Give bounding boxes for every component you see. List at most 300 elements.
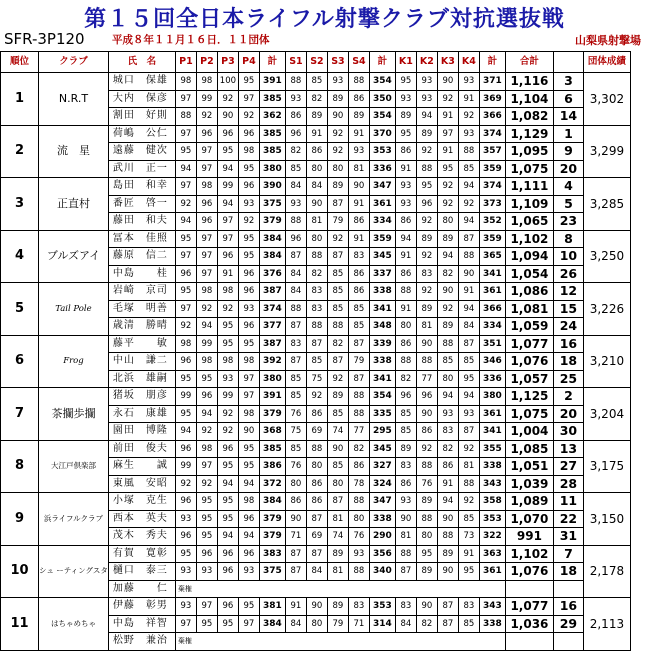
series-score: 89 bbox=[395, 108, 416, 126]
club-name: 正直村 bbox=[39, 178, 109, 231]
position-subtotal: 351 bbox=[479, 335, 505, 353]
series-score: 97 bbox=[238, 388, 259, 406]
series-score: 95 bbox=[395, 125, 416, 143]
series-score: 88 bbox=[348, 73, 369, 91]
series-score: 92 bbox=[327, 143, 348, 161]
series-score: 93 bbox=[175, 510, 196, 528]
series-score: 87 bbox=[327, 353, 348, 371]
shooter-name: 武川 正一 bbox=[108, 160, 175, 178]
series-score: 78 bbox=[348, 475, 369, 493]
position-subtotal: 370 bbox=[369, 125, 395, 143]
shooter-name: 前田 俊夫 bbox=[108, 440, 175, 458]
position-subtotal: 359 bbox=[369, 230, 395, 248]
series-score: 81 bbox=[348, 160, 369, 178]
position-subtotal: 369 bbox=[479, 90, 505, 108]
series-score: 86 bbox=[437, 458, 458, 476]
position-subtotal: 338 bbox=[369, 510, 395, 528]
shooter-place: 25 bbox=[553, 370, 583, 388]
shooter-name: 藤田 和夫 bbox=[108, 213, 175, 231]
series-score: 99 bbox=[196, 90, 217, 108]
series-score: 88 bbox=[437, 335, 458, 353]
series-score: 83 bbox=[437, 423, 458, 441]
shooter-place: 20 bbox=[553, 160, 583, 178]
series-score: 94 bbox=[437, 388, 458, 406]
shooter-total: 1,116 bbox=[505, 73, 553, 91]
series-score: 94 bbox=[175, 160, 196, 178]
team-rank: 11 bbox=[1, 598, 39, 651]
series-score: 91 bbox=[217, 265, 238, 283]
series-score: 91 bbox=[306, 125, 327, 143]
series-score: 95 bbox=[238, 73, 259, 91]
series-score: 89 bbox=[327, 388, 348, 406]
position-subtotal: 361 bbox=[479, 405, 505, 423]
series-score: 89 bbox=[327, 545, 348, 563]
series-score: 91 bbox=[348, 195, 369, 213]
series-score: 87 bbox=[327, 195, 348, 213]
series-score: 96 bbox=[217, 545, 238, 563]
series-score: 94 bbox=[217, 475, 238, 493]
shooter-total: 1,095 bbox=[505, 143, 553, 161]
series-score: 82 bbox=[306, 90, 327, 108]
table-row bbox=[1, 230, 631, 248]
series-score: 87 bbox=[395, 563, 416, 581]
position-subtotal: 383 bbox=[259, 545, 285, 563]
series-score: 92 bbox=[217, 423, 238, 441]
series-score: 87 bbox=[285, 545, 306, 563]
series-score: 95 bbox=[238, 160, 259, 178]
shooter-name: 麻生 誠 bbox=[108, 458, 175, 476]
series-score: 84 bbox=[458, 318, 479, 336]
position-subtotal: 359 bbox=[479, 160, 505, 178]
series-score: 85 bbox=[458, 160, 479, 178]
series-score: 95 bbox=[217, 615, 238, 633]
shooter-name: 毛塚 明善 bbox=[108, 300, 175, 318]
position-subtotal: 340 bbox=[369, 563, 395, 581]
position-subtotal: 348 bbox=[369, 318, 395, 336]
column-header: K4 bbox=[458, 52, 479, 73]
series-score: 94 bbox=[175, 423, 196, 441]
series-score: 86 bbox=[348, 90, 369, 108]
shooter-place: 22 bbox=[553, 510, 583, 528]
series-score: 87 bbox=[285, 353, 306, 371]
position-subtotal: 374 bbox=[479, 178, 505, 196]
series-score: 95 bbox=[238, 458, 259, 476]
shooter-name: 松野 兼治 bbox=[108, 633, 175, 651]
series-score: 77 bbox=[416, 370, 437, 388]
series-score: 90 bbox=[437, 73, 458, 91]
series-score: 83 bbox=[306, 300, 327, 318]
team-rank: 1 bbox=[1, 73, 39, 126]
series-score: 97 bbox=[196, 248, 217, 266]
team-rank: 2 bbox=[1, 125, 39, 178]
shooter-name: 猪坂 朋彦 bbox=[108, 388, 175, 406]
position-subtotal: 392 bbox=[259, 353, 285, 371]
series-score: 76 bbox=[285, 405, 306, 423]
series-score: 90 bbox=[306, 598, 327, 616]
series-score: 95 bbox=[175, 283, 196, 301]
shooter-name: 東風 安昭 bbox=[108, 475, 175, 493]
series-score: 74 bbox=[327, 528, 348, 546]
series-score: 84 bbox=[306, 563, 327, 581]
series-score: 81 bbox=[327, 563, 348, 581]
series-score: 93 bbox=[327, 73, 348, 91]
club-name: はちゃめちゃ bbox=[39, 598, 109, 651]
position-subtotal: 385 bbox=[259, 90, 285, 108]
series-score: 83 bbox=[348, 598, 369, 616]
table-row bbox=[1, 493, 631, 511]
series-score: 97 bbox=[238, 370, 259, 388]
column-header: S1 bbox=[285, 52, 306, 73]
series-score: 85 bbox=[348, 318, 369, 336]
shooter-name: 茂木 秀夫 bbox=[108, 528, 175, 546]
series-score: 87 bbox=[437, 598, 458, 616]
position-subtotal: 375 bbox=[259, 195, 285, 213]
series-score: 88 bbox=[416, 353, 437, 371]
series-score: 94 bbox=[395, 230, 416, 248]
column-header: 計 bbox=[479, 52, 505, 73]
position-subtotal: 361 bbox=[479, 283, 505, 301]
series-score: 93 bbox=[395, 90, 416, 108]
series-score: 98 bbox=[217, 283, 238, 301]
series-score: 86 bbox=[306, 493, 327, 511]
position-subtotal: 374 bbox=[259, 300, 285, 318]
series-score: 93 bbox=[238, 300, 259, 318]
team-total: 2,178 bbox=[583, 545, 630, 598]
series-score: 80 bbox=[395, 318, 416, 336]
series-score: 93 bbox=[348, 545, 369, 563]
series-score: 86 bbox=[416, 423, 437, 441]
club-name: ブルズアイ bbox=[39, 230, 109, 283]
series-score: 83 bbox=[395, 458, 416, 476]
series-score: 88 bbox=[458, 475, 479, 493]
status-note: 棄権 bbox=[175, 580, 505, 598]
position-subtotal: 361 bbox=[369, 195, 395, 213]
team-rank: 4 bbox=[1, 230, 39, 283]
position-subtotal: 366 bbox=[479, 108, 505, 126]
position-subtotal: 358 bbox=[479, 493, 505, 511]
shooter-place: 16 bbox=[553, 598, 583, 616]
position-subtotal: 338 bbox=[479, 615, 505, 633]
series-score: 95 bbox=[175, 370, 196, 388]
series-score: 86 bbox=[348, 458, 369, 476]
shooter-total: 1,057 bbox=[505, 370, 553, 388]
series-score: 96 bbox=[175, 265, 196, 283]
position-subtotal: 390 bbox=[259, 178, 285, 196]
series-score: 93 bbox=[285, 195, 306, 213]
series-score: 80 bbox=[327, 475, 348, 493]
series-score: 80 bbox=[437, 213, 458, 231]
series-score: 88 bbox=[175, 108, 196, 126]
shooter-name: 中島 桂 bbox=[108, 265, 175, 283]
position-subtotal: 376 bbox=[259, 265, 285, 283]
shooter-place: 18 bbox=[553, 563, 583, 581]
series-score: 89 bbox=[306, 108, 327, 126]
series-score: 88 bbox=[327, 318, 348, 336]
shooter-total: 1,125 bbox=[505, 388, 553, 406]
shooter-place: 12 bbox=[553, 283, 583, 301]
shooter-place: 11 bbox=[553, 493, 583, 511]
shooter-place: 20 bbox=[553, 405, 583, 423]
series-score: 92 bbox=[217, 90, 238, 108]
position-subtotal: 372 bbox=[259, 475, 285, 493]
series-score: 96 bbox=[395, 388, 416, 406]
series-score: 97 bbox=[238, 615, 259, 633]
series-score: 85 bbox=[437, 353, 458, 371]
series-score: 92 bbox=[437, 300, 458, 318]
series-score: 94 bbox=[437, 493, 458, 511]
series-score: 88 bbox=[285, 73, 306, 91]
shooter-name: 歳清 勝晴 bbox=[108, 318, 175, 336]
series-score: 90 bbox=[285, 510, 306, 528]
date-info: 平成８年１１月１６日．１１団体 bbox=[112, 34, 270, 46]
series-score: 98 bbox=[238, 353, 259, 371]
team-total: 2,113 bbox=[583, 598, 630, 651]
series-score: 92 bbox=[217, 300, 238, 318]
series-score: 94 bbox=[217, 195, 238, 213]
series-score: 99 bbox=[175, 388, 196, 406]
series-score: 79 bbox=[327, 213, 348, 231]
series-score: 96 bbox=[175, 528, 196, 546]
series-score: 84 bbox=[285, 178, 306, 196]
position-subtotal: 359 bbox=[479, 230, 505, 248]
shooter-total: 1,109 bbox=[505, 195, 553, 213]
series-score: 90 bbox=[416, 335, 437, 353]
series-score: 83 bbox=[306, 283, 327, 301]
series-score: 88 bbox=[348, 388, 369, 406]
shooter-place: 1 bbox=[553, 125, 583, 143]
column-header: P3 bbox=[217, 52, 238, 73]
series-score: 92 bbox=[327, 125, 348, 143]
shooter-place: 2 bbox=[553, 388, 583, 406]
shooter-total: 1,036 bbox=[505, 615, 553, 633]
series-score: 92 bbox=[458, 440, 479, 458]
series-score: 93 bbox=[416, 90, 437, 108]
series-score: 95 bbox=[217, 143, 238, 161]
series-score: 76 bbox=[416, 475, 437, 493]
shooter-name: 中山 謙二 bbox=[108, 353, 175, 371]
position-subtotal: 343 bbox=[479, 475, 505, 493]
shooter-name: 遠藤 健次 bbox=[108, 143, 175, 161]
shooter-total: 1,129 bbox=[505, 125, 553, 143]
series-score: 98 bbox=[238, 143, 259, 161]
position-subtotal: 347 bbox=[369, 493, 395, 511]
position-subtotal: 334 bbox=[479, 318, 505, 336]
series-score: 92 bbox=[327, 370, 348, 388]
series-score: 96 bbox=[238, 510, 259, 528]
series-score: 76 bbox=[348, 528, 369, 546]
series-score: 90 bbox=[416, 405, 437, 423]
column-header: S4 bbox=[348, 52, 369, 73]
series-score: 93 bbox=[175, 563, 196, 581]
series-score: 86 bbox=[306, 405, 327, 423]
shooter-place: 7 bbox=[553, 545, 583, 563]
series-score: 95 bbox=[458, 563, 479, 581]
series-score: 85 bbox=[395, 405, 416, 423]
shooter-name: 北浜 雄嗣 bbox=[108, 370, 175, 388]
team-total: 3,226 bbox=[583, 283, 630, 336]
shooter-place: 24 bbox=[553, 318, 583, 336]
series-score: 85 bbox=[327, 265, 348, 283]
shooter-place: 6 bbox=[553, 90, 583, 108]
series-score: 82 bbox=[437, 440, 458, 458]
position-subtotal: 353 bbox=[479, 510, 505, 528]
series-score: 87 bbox=[306, 545, 327, 563]
series-score: 87 bbox=[285, 563, 306, 581]
position-subtotal: 322 bbox=[479, 528, 505, 546]
position-subtotal: 352 bbox=[479, 213, 505, 231]
results-body bbox=[1, 73, 631, 651]
series-score: 89 bbox=[348, 108, 369, 126]
series-score: 96 bbox=[196, 195, 217, 213]
series-score: 79 bbox=[348, 353, 369, 371]
series-score: 94 bbox=[416, 108, 437, 126]
series-score: 95 bbox=[217, 493, 238, 511]
series-score: 96 bbox=[175, 493, 196, 511]
series-score: 97 bbox=[437, 125, 458, 143]
series-score: 86 bbox=[395, 143, 416, 161]
shooter-name: 加藤 仁 bbox=[108, 580, 175, 598]
series-score: 87 bbox=[348, 370, 369, 388]
shooter-name: 小塚 克生 bbox=[108, 493, 175, 511]
series-score: 86 bbox=[348, 213, 369, 231]
position-subtotal: 368 bbox=[259, 423, 285, 441]
series-score: 85 bbox=[285, 160, 306, 178]
series-score: 83 bbox=[285, 335, 306, 353]
series-score: 96 bbox=[217, 125, 238, 143]
series-score: 82 bbox=[285, 143, 306, 161]
team-total: 3,210 bbox=[583, 335, 630, 388]
series-score: 88 bbox=[306, 440, 327, 458]
series-score: 91 bbox=[285, 598, 306, 616]
series-score: 90 bbox=[348, 178, 369, 196]
series-score: 95 bbox=[196, 615, 217, 633]
shooter-name: 城口 保雄 bbox=[108, 73, 175, 91]
shooter-place: 3 bbox=[553, 73, 583, 91]
series-score: 93 bbox=[196, 563, 217, 581]
column-header: 順位 bbox=[1, 52, 39, 73]
series-score: 93 bbox=[395, 178, 416, 196]
team-rank: 10 bbox=[1, 545, 39, 598]
column-header: 合計 bbox=[505, 52, 553, 73]
team-rank: 6 bbox=[1, 335, 39, 388]
series-score: 93 bbox=[285, 90, 306, 108]
series-score: 97 bbox=[217, 230, 238, 248]
series-score: 88 bbox=[395, 545, 416, 563]
table-row bbox=[1, 73, 631, 91]
team-rank: 5 bbox=[1, 283, 39, 336]
shooter-total: 1,076 bbox=[505, 353, 553, 371]
series-score: 89 bbox=[416, 563, 437, 581]
series-score: 95 bbox=[416, 545, 437, 563]
series-score: 95 bbox=[217, 510, 238, 528]
series-score: 97 bbox=[217, 213, 238, 231]
shooter-place: 10 bbox=[553, 248, 583, 266]
series-score: 95 bbox=[238, 335, 259, 353]
position-subtotal: 385 bbox=[259, 440, 285, 458]
shooter-place: 18 bbox=[553, 353, 583, 371]
series-score: 88 bbox=[348, 405, 369, 423]
shooter-place: 14 bbox=[553, 108, 583, 126]
series-score: 77 bbox=[348, 423, 369, 441]
series-score: 88 bbox=[348, 493, 369, 511]
column-header: P1 bbox=[175, 52, 196, 73]
position-subtotal: 373 bbox=[479, 195, 505, 213]
header-row bbox=[1, 52, 631, 73]
series-score: 92 bbox=[437, 90, 458, 108]
shooter-place: 8 bbox=[553, 230, 583, 248]
shooter-name: 伊藤 彰男 bbox=[108, 598, 175, 616]
series-score: 92 bbox=[196, 300, 217, 318]
series-score: 96 bbox=[196, 213, 217, 231]
series-score: 98 bbox=[175, 335, 196, 353]
series-score: 90 bbox=[306, 195, 327, 213]
shooter-total: 1,085 bbox=[505, 440, 553, 458]
position-subtotal: 346 bbox=[479, 353, 505, 371]
series-score: 90 bbox=[217, 108, 238, 126]
series-score: 91 bbox=[395, 300, 416, 318]
shooter-name: 荷嶋 公仁 bbox=[108, 125, 175, 143]
series-score: 90 bbox=[437, 510, 458, 528]
series-score: 96 bbox=[238, 265, 259, 283]
series-score: 92 bbox=[416, 213, 437, 231]
shooter-place bbox=[553, 633, 583, 651]
shooter-total: 1,004 bbox=[505, 423, 553, 441]
series-score: 75 bbox=[285, 423, 306, 441]
series-score: 94 bbox=[458, 213, 479, 231]
shooter-place: 13 bbox=[553, 440, 583, 458]
series-score: 96 bbox=[196, 388, 217, 406]
table-row bbox=[1, 598, 631, 616]
series-score: 92 bbox=[458, 195, 479, 213]
series-score: 96 bbox=[217, 598, 238, 616]
series-score: 97 bbox=[238, 90, 259, 108]
club-name: 茶攔歩攔 bbox=[39, 388, 109, 441]
series-score: 87 bbox=[306, 510, 327, 528]
series-score: 89 bbox=[327, 598, 348, 616]
series-score: 73 bbox=[458, 528, 479, 546]
series-score: 80 bbox=[285, 475, 306, 493]
table-row bbox=[1, 125, 631, 143]
series-score: 82 bbox=[348, 440, 369, 458]
series-score: 93 bbox=[458, 405, 479, 423]
shooter-name: 永石 康雄 bbox=[108, 405, 175, 423]
position-subtotal: 341 bbox=[369, 300, 395, 318]
series-score: 92 bbox=[217, 405, 238, 423]
series-score: 93 bbox=[175, 598, 196, 616]
series-score: 88 bbox=[416, 510, 437, 528]
series-score: 92 bbox=[196, 475, 217, 493]
shooter-total: 1,051 bbox=[505, 458, 553, 476]
shooter-place: 31 bbox=[553, 528, 583, 546]
position-subtotal: 386 bbox=[259, 458, 285, 476]
position-subtotal: 381 bbox=[259, 598, 285, 616]
series-score: 98 bbox=[175, 73, 196, 91]
shooter-total: 1,039 bbox=[505, 475, 553, 493]
series-score: 94 bbox=[175, 213, 196, 231]
position-subtotal: 385 bbox=[259, 143, 285, 161]
club-name: 大江戸倶楽部 bbox=[39, 440, 109, 493]
series-score: 82 bbox=[416, 615, 437, 633]
series-score: 92 bbox=[416, 283, 437, 301]
series-score: 85 bbox=[348, 300, 369, 318]
position-subtotal: 363 bbox=[479, 545, 505, 563]
position-subtotal: 353 bbox=[369, 598, 395, 616]
shooter-total: 1,081 bbox=[505, 300, 553, 318]
position-subtotal: 361 bbox=[479, 563, 505, 581]
shooter-total: 1,089 bbox=[505, 493, 553, 511]
shooter-total: 1,077 bbox=[505, 335, 553, 353]
position-subtotal: 345 bbox=[369, 248, 395, 266]
